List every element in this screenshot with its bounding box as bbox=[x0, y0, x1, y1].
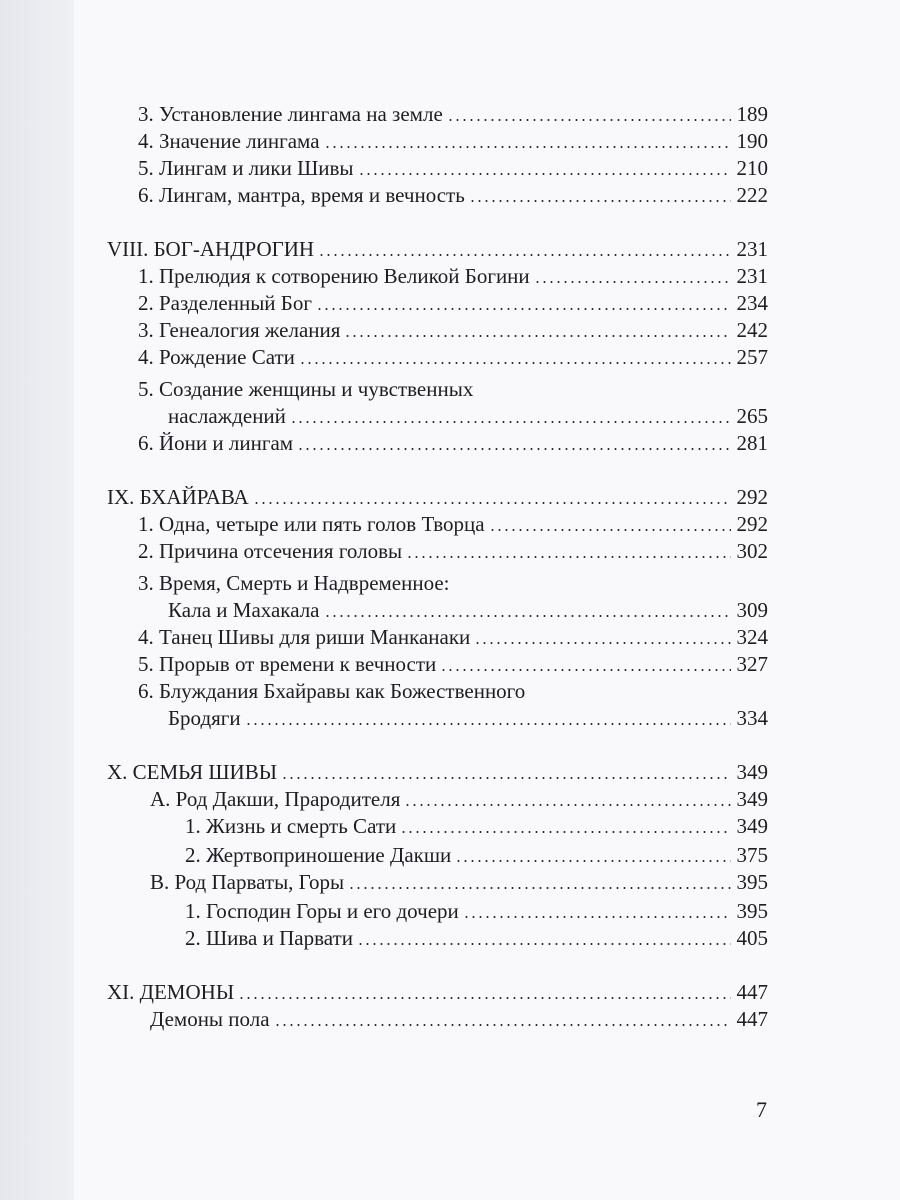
dot-leader bbox=[318, 235, 731, 263]
toc-entry-title: 2. Жертвоприношение Дакши bbox=[185, 843, 452, 867]
dot-leader bbox=[324, 127, 731, 155]
toc-entry bbox=[0, 343, 900, 371]
dot-leader bbox=[463, 897, 731, 925]
toc-entry bbox=[0, 897, 900, 925]
toc-entry-page: 265 bbox=[736, 404, 768, 428]
page-number: 7 bbox=[756, 1097, 767, 1122]
toc-entry-page: 349 bbox=[736, 787, 768, 811]
toc-entry-title: 1. Прелюдия к сотворению Великой Богини bbox=[138, 264, 530, 288]
toc-entry-page: 242 bbox=[736, 318, 768, 342]
dot-leader bbox=[238, 978, 731, 1006]
dot-leader bbox=[406, 537, 731, 565]
toc-entry-page: 395 bbox=[736, 899, 768, 923]
toc-entry-page: 327 bbox=[736, 652, 768, 676]
toc-entry bbox=[0, 623, 900, 651]
toc-entry-page: 447 bbox=[736, 980, 768, 1004]
toc-entry-page: 189 bbox=[736, 102, 768, 126]
toc-entry-title: 2. Шива и Парвати bbox=[185, 926, 353, 950]
dot-leader bbox=[316, 289, 731, 317]
toc-entry bbox=[0, 154, 900, 182]
toc-entry bbox=[0, 510, 900, 538]
toc-entry bbox=[0, 785, 900, 813]
toc-entry bbox=[0, 924, 900, 952]
toc-entry-page: 231 bbox=[736, 237, 768, 261]
toc-entry-title: A. Род Дакши, Прародителя bbox=[150, 787, 401, 811]
dot-leader bbox=[357, 924, 731, 952]
toc-entry-title: Бродяги bbox=[168, 706, 241, 730]
dot-leader bbox=[400, 812, 731, 840]
toc-entry-title: 5. Лингам и лики Шивы bbox=[138, 156, 354, 180]
toc-entry bbox=[0, 100, 900, 128]
dot-leader bbox=[455, 841, 731, 869]
dot-leader bbox=[324, 596, 731, 624]
toc-entry-page: 234 bbox=[736, 291, 768, 315]
toc-entry-title: VIII. БОГ-АНДРОГИН bbox=[107, 237, 315, 261]
toc-entry bbox=[0, 841, 900, 869]
dot-leader bbox=[404, 785, 731, 813]
dot-leader bbox=[348, 868, 731, 896]
toc-entry bbox=[0, 316, 900, 344]
toc-entry-page: 309 bbox=[736, 598, 768, 622]
toc-entry bbox=[0, 429, 900, 457]
toc-entry-page: 281 bbox=[736, 431, 768, 455]
toc-entry-page: 210 bbox=[736, 156, 768, 180]
toc-entry bbox=[0, 181, 900, 209]
toc-entry-title: 4. Значение лингама bbox=[138, 129, 320, 153]
toc-entry bbox=[0, 537, 900, 565]
toc-entry-title: B. Род Парваты, Горы bbox=[150, 870, 345, 894]
toc-entry-title: 2. Причина отсечения головы bbox=[138, 539, 403, 563]
toc-entry bbox=[0, 289, 900, 317]
toc-entry-page: 257 bbox=[736, 345, 768, 369]
toc-entry-title: 4. Рождение Сати bbox=[138, 345, 295, 369]
dot-leader bbox=[274, 1005, 731, 1033]
toc-entry-title: IX. БХАЙРАВА bbox=[107, 485, 249, 509]
toc-entry-page: 405 bbox=[736, 926, 768, 950]
toc-entry bbox=[0, 375, 900, 403]
toc-entry bbox=[0, 677, 900, 705]
toc-entry bbox=[0, 127, 900, 155]
toc-entry bbox=[0, 758, 900, 786]
toc-entry-title: 3. Время, Смерть и Надвременное: bbox=[138, 571, 450, 595]
toc-entry-page: 302 bbox=[736, 539, 768, 563]
dot-leader bbox=[474, 623, 731, 651]
toc-entry bbox=[0, 235, 900, 263]
toc-entry bbox=[0, 704, 900, 732]
toc-entry-page: 447 bbox=[736, 1007, 768, 1031]
toc-entry-title: 3. Генеалогия желания bbox=[138, 318, 341, 342]
toc-entry-page: 349 bbox=[736, 814, 768, 838]
toc-entry-page: 231 bbox=[736, 264, 768, 288]
toc-entry-page: 222 bbox=[736, 183, 768, 207]
toc-entry-title: 1. Жизнь и смерть Сати bbox=[185, 814, 397, 838]
toc-entry bbox=[0, 596, 900, 624]
toc-entry bbox=[0, 569, 900, 597]
toc-entry-page: 292 bbox=[736, 485, 768, 509]
toc-entry-title: 6. Йони и лингам bbox=[138, 431, 294, 455]
dot-leader bbox=[447, 100, 731, 128]
toc-entry-page: 395 bbox=[736, 870, 768, 894]
toc-entry bbox=[0, 650, 900, 678]
toc-entry-page: 334 bbox=[736, 706, 768, 730]
toc-entry-page: 349 bbox=[736, 760, 768, 784]
toc-entry-title: 3. Установление лингама на земле bbox=[138, 102, 443, 126]
toc-entry-title: 6. Лингам, мантра, время и вечность bbox=[138, 183, 465, 207]
dot-leader bbox=[290, 402, 731, 430]
dot-leader bbox=[245, 704, 731, 732]
dot-leader bbox=[253, 483, 731, 511]
toc-entry-title: 6. Блуждания Бхайравы как Божественного bbox=[138, 679, 526, 703]
toc-entry bbox=[0, 868, 900, 896]
dot-leader bbox=[299, 343, 731, 371]
toc-entry bbox=[0, 1005, 900, 1033]
toc-entry-title: 1. Одна, четыре или пять голов Творца bbox=[138, 512, 485, 536]
toc-entry bbox=[0, 262, 900, 290]
toc-entry bbox=[0, 402, 900, 430]
toc-entry-page: 375 bbox=[736, 843, 768, 867]
toc-entry-title: Демоны пола bbox=[150, 1007, 270, 1031]
dot-leader bbox=[534, 262, 731, 290]
toc-entry-title: X. СЕМЬЯ ШИВЫ bbox=[107, 760, 278, 784]
dot-leader bbox=[344, 316, 731, 344]
toc-entry-title: наслаждений bbox=[168, 404, 286, 428]
dot-leader bbox=[297, 429, 731, 457]
toc-entry bbox=[0, 483, 900, 511]
toc-entry-page: 190 bbox=[736, 129, 768, 153]
dot-leader bbox=[489, 510, 731, 538]
toc-entry-title: 5. Создание женщины и чувственных bbox=[138, 377, 474, 401]
toc-entry-title: XI. ДЕМОНЫ bbox=[107, 980, 235, 1004]
toc-entry bbox=[0, 812, 900, 840]
toc-entry-title: 2. Разделенный Бог bbox=[138, 291, 312, 315]
dot-leader bbox=[358, 154, 731, 182]
dot-leader bbox=[469, 181, 731, 209]
toc-entry-page: 324 bbox=[736, 625, 768, 649]
toc-entry-title: 5. Прорыв от времени к вечности bbox=[138, 652, 437, 676]
toc-entry-title: Кала и Махакала bbox=[168, 598, 320, 622]
dot-leader bbox=[281, 758, 731, 786]
toc-entry-title: 1. Господин Горы и его дочери bbox=[185, 899, 459, 923]
toc-entry bbox=[0, 978, 900, 1006]
dot-leader bbox=[440, 650, 731, 678]
toc-entry-title: 4. Танец Шивы для риши Манканаки bbox=[138, 625, 471, 649]
toc-entry-page: 292 bbox=[736, 512, 768, 536]
